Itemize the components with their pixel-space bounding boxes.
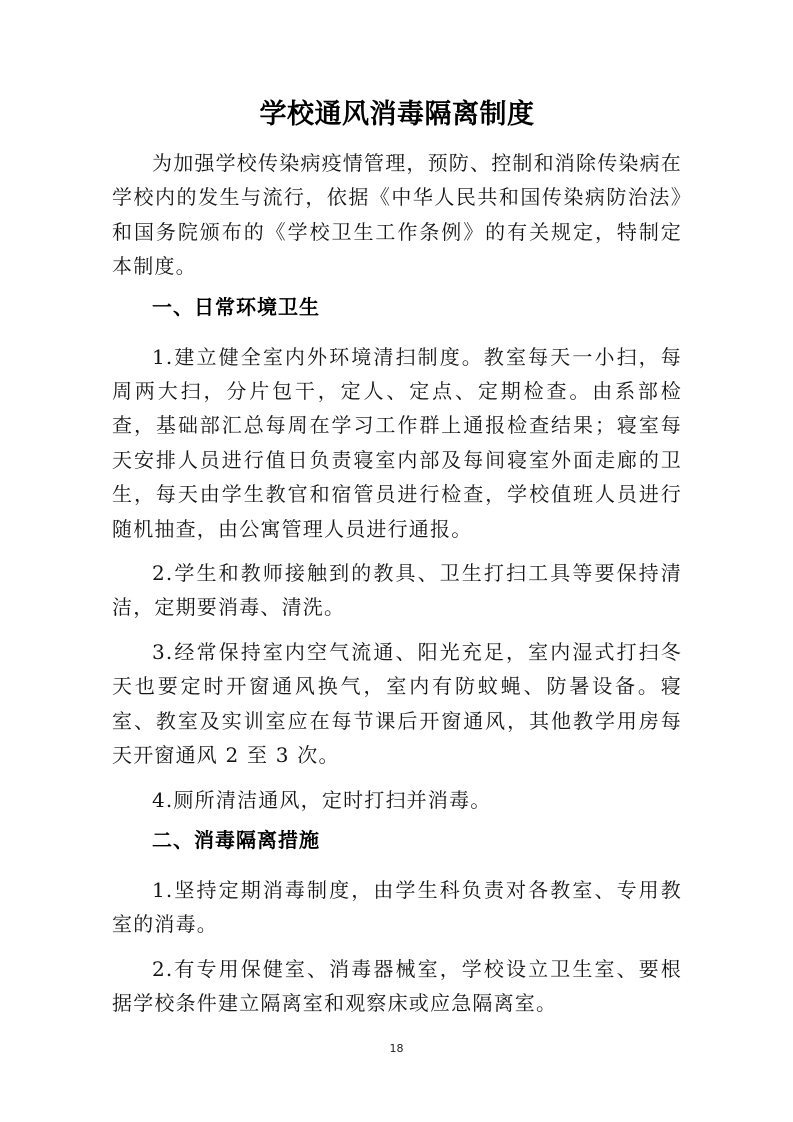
document-body [112, 92, 682, 1021]
section-item: 1.坚持定期消毒制度，由学生科负责对各教室、专用教室的消毒。 [112, 877, 682, 937]
section-heading: 二、消毒隔离措施 [152, 827, 320, 852]
section-item: 2.有专用保健室、消毒器械室，学校设立卫生室、要根据学校条件建立隔离室和观察床或应急隔离室。 [112, 956, 682, 1016]
section-heading: 一、日常环境卫生 [152, 294, 320, 319]
section-item: 2.学生和教师接触到的教具、卫生打扫工具等要保持清洁，定期要消毒、清洗。 [112, 561, 682, 620]
section-item: 4.厕所清洁通风，定时打扫并消毒。 [152, 787, 492, 812]
intro-paragraph: 为加强学校传染病疫情管理，预防、控制和消除传染病在学校内的发生与流行，依据《中华人民共和国传染病防治法》和国务院颁布的《学校卫生工作条例》的有关规定，特制定本制度。 [112, 151, 682, 279]
section-item: 1.建立健全室内外环境清扫制度。教室每天一小扫，每周两大扫，分片包干，定人、定点、定期检查。由系部检查，基础部汇总每周在学习工作群上通报检查结果；寝室每天安排人员进行值日负责寝室内部及每间寝室外面走廊的卫生，每天由学生教官和宿管员进行检查，学校值班人员进行随机抽查，由公寓管理人员进行通报。 [112, 344, 682, 541]
section-daily-hygiene [112, 284, 682, 817]
document-title: 学校通风消毒隔离制度 [259, 99, 535, 130]
section-disinfection-isolation [112, 817, 682, 1021]
section-item: 3.经常保持室内空气流通、阳光充足，室内湿式打扫冬天也要定时开窗通风换气，室内有防蚊蝇、防暑设备。寝室、教室及实训室应在每节课后开窗通风，其他教学用房每天开窗通风 2 至 3 次。 [112, 639, 682, 768]
page-number: 18 [389, 1042, 404, 1055]
